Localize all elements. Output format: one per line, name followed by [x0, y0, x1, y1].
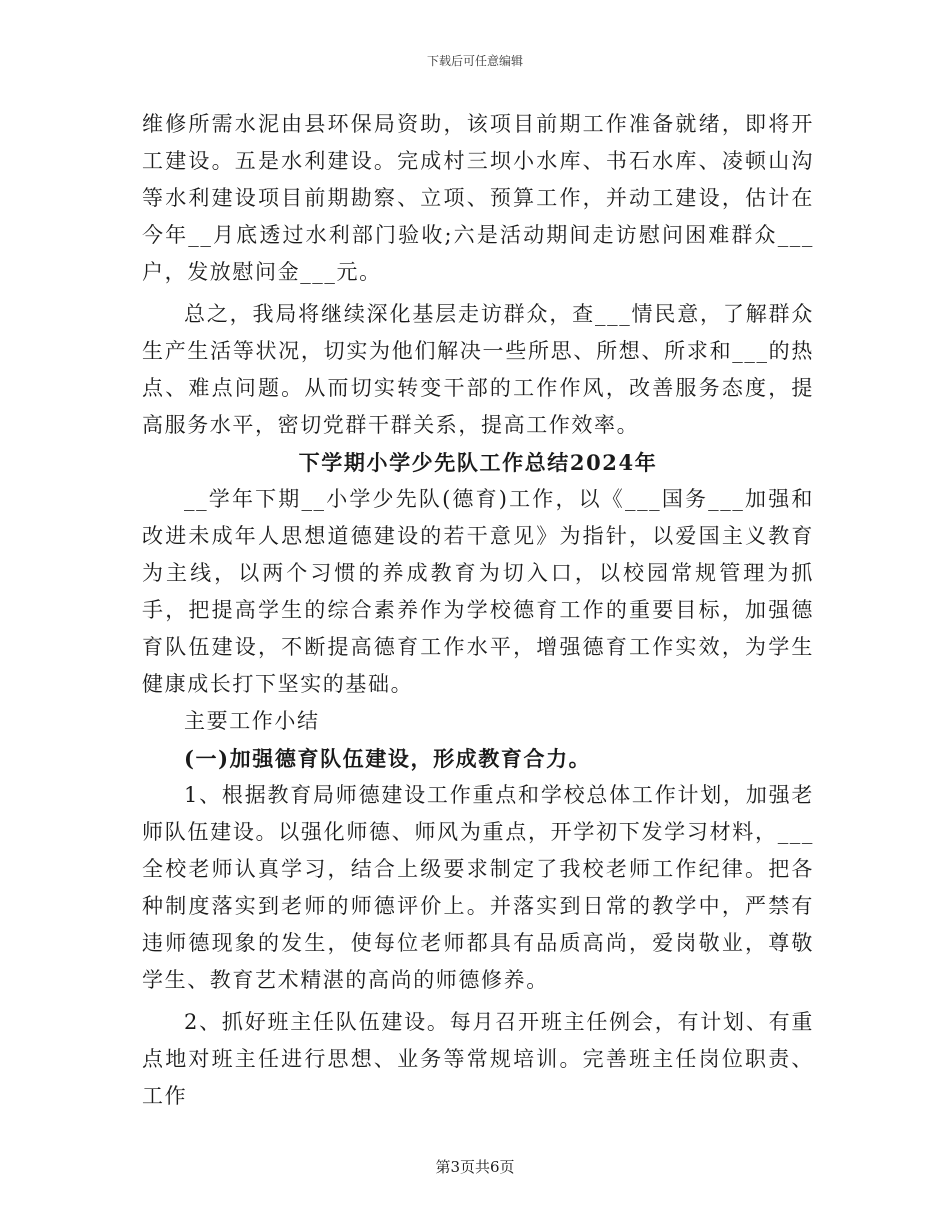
paragraph-water-projects: 维修所需水泥由县环保局资助，该项目前期工作准备就绪，即将开工建设。五是水利建设。完成村三坝小水库、书石水库、凌顿山沟等水利建设项目前期勘察、立项、预算工作，并动工建设，估计在今年__月底透过水利部门验收;六是活动期间走访慰问困难群众___户，发放慰问金___元。: [142, 112, 814, 284]
section-title: 下学期小学少先队工作总结2024年: [298, 450, 658, 475]
paragraph-teacher-ethics: 1、根据教育局师德建设工作重点和学校总体工作计划，加强老师队伍建设。以强化师德、师风为重点，开学初下发学习材料，___全校老师认真学习，结合上级要求制定了我校老师工作纪律。把各种制度落实到老师的师德评价上。并落实到日常的教学中，严禁有违师德现象的发生，使每位老师都具有品质高尚，爱岗敬业，尊敬学生、教育艺术精湛的高尚的师德修养。: [142, 783, 814, 992]
subheading-summary: 主要工作小结: [184, 709, 320, 733]
subheading-team-building: (一)加强德育队伍建设，形成教育合力。: [184, 746, 592, 771]
paragraph-head-teachers: 2、抓好班主任队伍建设。每月召开班主任例会，有计划、有重点地对班主任进行思想、业务等常规培训。完善班主任岗位职责、工作: [142, 1010, 814, 1108]
paragraph-intro: __学年下期__小学少先队(德育)工作，以《___国务___加强和改进未成年人思想道德建设的若干意见》为指针，以爱国主义教育为主线，以两个习惯的养成教育为切入口，以校园常规管理为抓手，把提高学生的综合素养作为学校德育工作的重要目标，加强德育队伍建设，不断提高德育工作水平，增强德育工作实效，为学生健康成长打下坚实的基础。: [142, 487, 814, 696]
page-footer: 第3页共6页: [435, 1158, 515, 1176]
paragraph-conclusion: 总之，我局将继续深化基层走访群众，查___情民意，了解群众生产生活等状况，切实为他们解决一些所思、所想、所求和___的热点、难点问题。从而切实转变干部的工作作风，改善服务态度，提高服务水平，密切党群干群关系，提高工作效率。: [142, 302, 814, 437]
document-body: [142, 106, 814, 1115]
page-header: 下载后可任意编辑: [426, 54, 523, 68]
